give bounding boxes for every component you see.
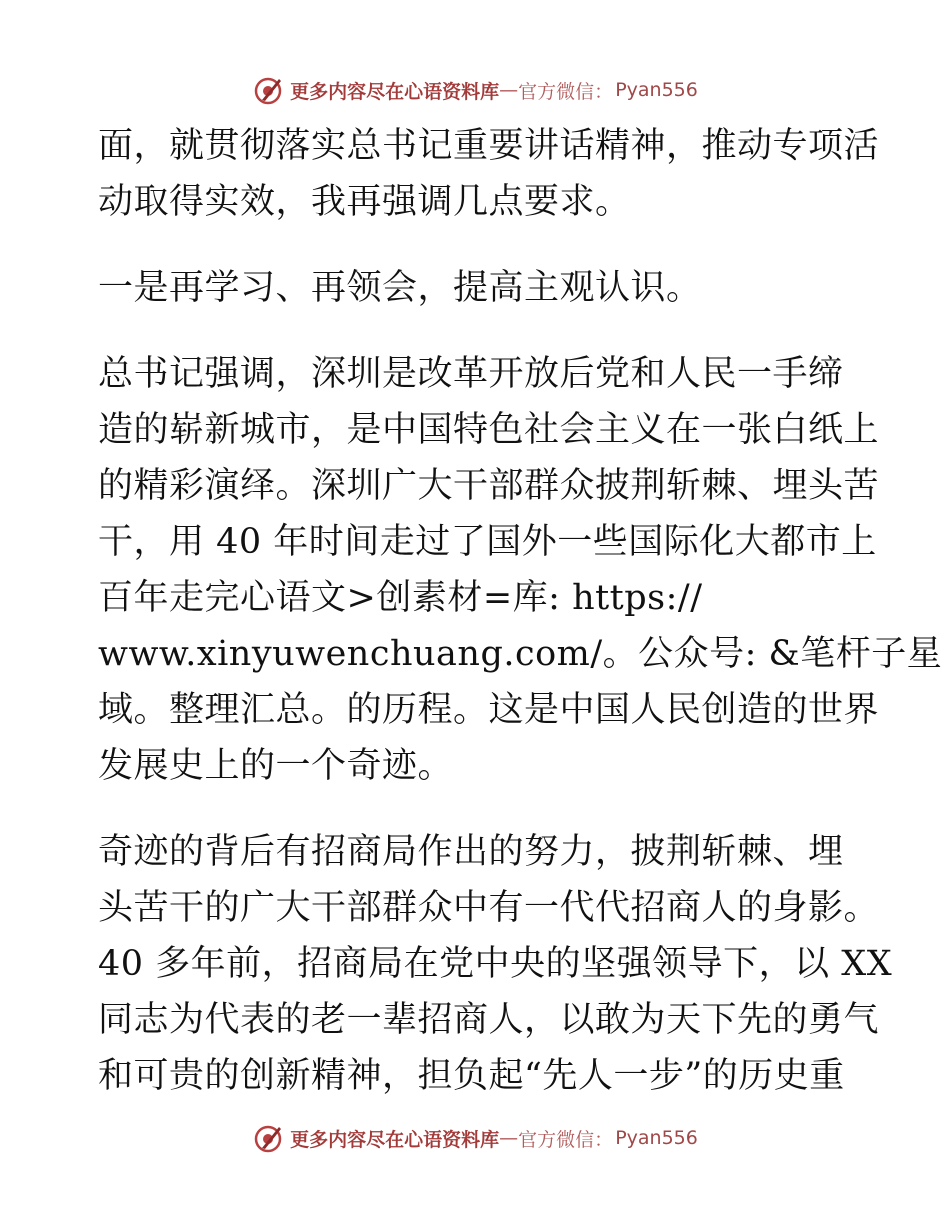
quill-logo-icon	[252, 1122, 284, 1154]
banner-wechat-label: 官方微信：	[518, 80, 614, 103]
text-line: 干，用 40 年时间走过了国外一些国际化大都市上	[98, 522, 877, 562]
text-line: 发展史上的一个奇迹。	[98, 746, 454, 786]
quill-logo-icon	[252, 74, 284, 106]
banner-wechat-id: Pyan556	[615, 1127, 698, 1149]
text-line: 的精彩演绎。深圳广大干部群众披荆斩棘、埋头苦	[98, 466, 880, 506]
text-line: 一是再学习、再领会，提高主观认识。	[98, 268, 702, 308]
text-line: 造的崭新城市，是中国特色社会主义在一张白纸上	[98, 410, 880, 450]
text-line: 动取得实效，我再强调几点要求。	[98, 182, 631, 222]
text-line: 奇迹的背后有招商局作出的努力，披荆斩棘、埋	[98, 832, 844, 872]
paragraph	[98, 824, 893, 1104]
text-line: 域。整理汇总。的历程。这是中国人民创造的世界	[98, 690, 880, 730]
text-line: 同志为代表的老一辈招商人，以敢为天下先的勇气	[98, 1000, 880, 1040]
document-body	[98, 118, 943, 1104]
banner-dash: —	[499, 79, 519, 101]
text-line: 面，就贯彻落实总书记重要讲话精神，推动专项活	[98, 126, 880, 166]
banner-dash: —	[499, 1127, 519, 1149]
banner-main-text: 更多内容尽在心语资料库	[290, 1128, 500, 1151]
header-banner	[0, 70, 950, 110]
banner-wechat-id: Pyan556	[615, 79, 698, 101]
paragraph	[98, 346, 943, 794]
paragraph	[98, 118, 880, 230]
footer-banner	[0, 1118, 950, 1158]
text-line: www.xinyuwenchuang.com/。公众号: &笔杆子星	[98, 634, 943, 674]
banner-main-text: 更多内容尽在心语资料库	[290, 80, 500, 103]
text-line: 总书记强调，深圳是改革开放后党和人民一手缔	[98, 354, 844, 394]
text-line: 百年走完心语文>创素材=库: https://	[98, 578, 703, 618]
text-line: 40 多年前，招商局在党中央的坚强领导下，以 XX	[98, 944, 893, 984]
text-line: 和可贵的创新精神，担负起“先人一步”的历史重	[98, 1056, 845, 1096]
paragraph	[98, 260, 858, 316]
banner-wechat-label: 官方微信：	[518, 1128, 614, 1151]
text-line: 头苦干的广大干部群众中有一代代招商人的身影。	[98, 888, 880, 928]
